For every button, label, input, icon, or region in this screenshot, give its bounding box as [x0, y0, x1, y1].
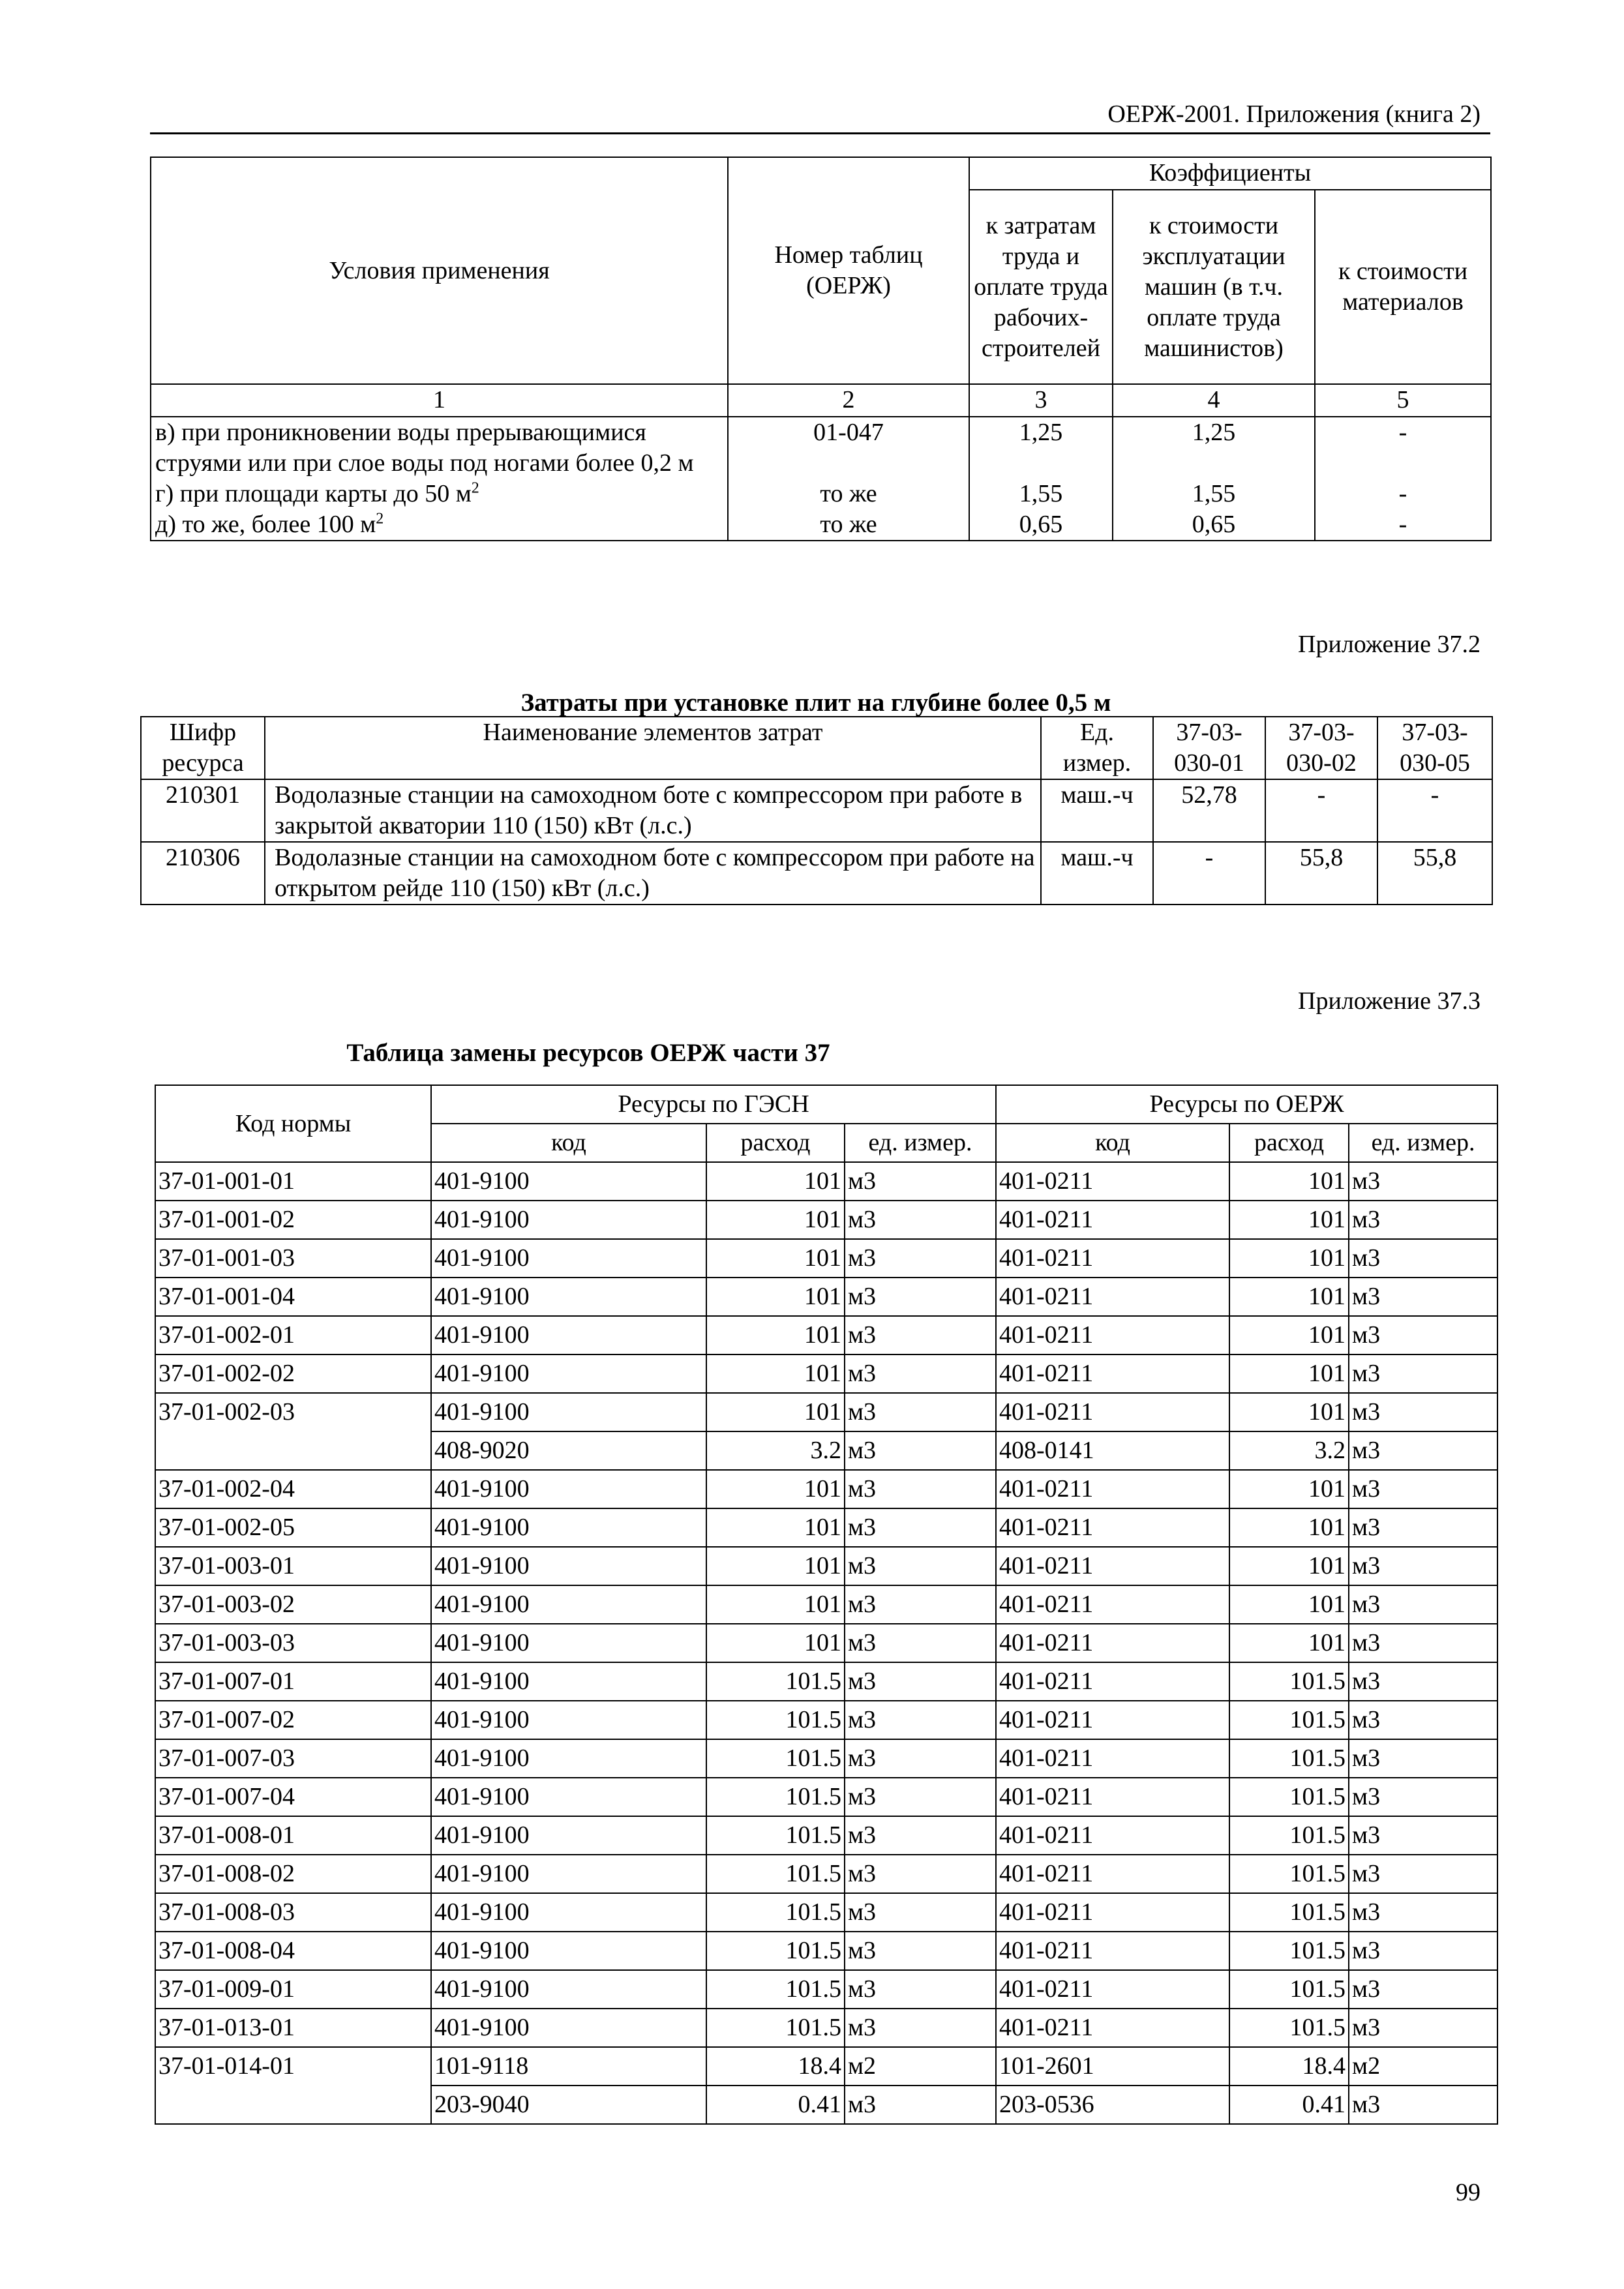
name-cell: Водолазные станции на самоходном боте с компрессором при работе на открытом рейде 110 (150) кВт (л.с.) [265, 842, 1041, 905]
oerzh-code-cell: 203-0536 [996, 2086, 1229, 2124]
oerzh-amount-cell: 101.5 [1229, 1970, 1349, 2009]
gesn-code-cell: 401-9100 [431, 1739, 706, 1778]
oerzh-code-cell: 101-2601 [996, 2047, 1229, 2086]
gesn-code-cell: 401-9100 [431, 1354, 706, 1393]
gesn-amount-cell: 101.5 [706, 1739, 845, 1778]
gesn-unit-cell: м2 [845, 2047, 996, 2086]
gesn-unit-cell: м3 [845, 1239, 996, 1278]
col-header-code: Шифр ресурса [141, 717, 265, 779]
col-header-gesn-amount: расход [706, 1124, 845, 1162]
column-number: 2 [728, 384, 969, 417]
condition-text: д) то же, более 100 м [155, 511, 376, 538]
oerzh-amount-cell: 101.5 [1229, 1855, 1349, 1893]
gesn-amount-cell: 101.5 [706, 1778, 845, 1816]
gesn-unit-cell: м3 [845, 1701, 996, 1739]
oerzh-code-cell: 401-0211 [996, 1855, 1229, 1893]
header-rule [150, 132, 1490, 134]
coefficients-table [150, 157, 1492, 541]
oerzh-code-cell: 401-0211 [996, 1316, 1229, 1354]
oerzh-amount-cell: 3.2 [1229, 1431, 1349, 1470]
gesn-amount-cell: 101.5 [706, 1662, 845, 1701]
value-cell: 52,78 [1153, 779, 1265, 842]
oerzh-amount-cell: 101 [1229, 1239, 1349, 1278]
gesn-code-cell: 401-9100 [431, 1662, 706, 1701]
condition-cell: в) при проникновении воды прерывающимися струями или при слое воды под ногами более 0,2 м [151, 417, 728, 479]
oerzh-unit-cell: м3 [1349, 1970, 1497, 2009]
oerzh-code-cell: 401-0211 [996, 1970, 1229, 2009]
value-cell: 55,8 [1265, 842, 1377, 905]
table-row [155, 1662, 1497, 1701]
table-row [155, 1701, 1497, 1739]
oerzh-code-cell: 401-0211 [996, 1239, 1229, 1278]
oerzh-unit-cell: м3 [1349, 1316, 1497, 1354]
norm-code-cell: 37-01-008-04 [155, 1932, 431, 1970]
gesn-amount-cell: 101.5 [706, 1893, 845, 1932]
gesn-unit-cell: м3 [845, 1893, 996, 1932]
value-cell: - [1377, 779, 1492, 842]
gesn-code-cell: 401-9100 [431, 1239, 706, 1278]
superscript: 2 [471, 479, 479, 497]
table-row [155, 1932, 1497, 1970]
norm-code-cell: 37-01-008-01 [155, 1816, 431, 1855]
norm-code-cell: 37-01-001-03 [155, 1239, 431, 1278]
gesn-amount-cell: 101 [706, 1585, 845, 1624]
norm-code-cell: 37-01-002-04 [155, 1470, 431, 1508]
col-header-table-no: Номер таблиц (ОЕРЖ) [728, 157, 969, 384]
gesn-amount-cell: 101.5 [706, 1816, 845, 1855]
table-row [155, 1508, 1497, 1547]
gesn-amount-cell: 101 [706, 1239, 845, 1278]
norm-code-cell: 37-01-014-01 [155, 2047, 431, 2124]
oerzh-unit-cell: м3 [1349, 1662, 1497, 1701]
gesn-amount-cell: 101 [706, 1624, 845, 1662]
oerzh-unit-cell: м3 [1349, 1778, 1497, 1816]
table-row [155, 1893, 1497, 1932]
oerzh-code-cell: 401-0211 [996, 1778, 1229, 1816]
oerzh-amount-cell: 101 [1229, 1547, 1349, 1585]
gesn-unit-cell: м3 [845, 1354, 996, 1393]
gesn-amount-cell: 101.5 [706, 1855, 845, 1893]
gesn-amount-cell: 101 [706, 1278, 845, 1316]
superscript: 2 [376, 510, 384, 528]
table-row [155, 1970, 1497, 2009]
norm-code-cell: 37-01-003-02 [155, 1585, 431, 1624]
table-row [155, 1470, 1497, 1508]
unit-cell: маш.-ч [1041, 842, 1153, 905]
gesn-unit-cell: м3 [845, 2086, 996, 2124]
oerzh-unit-cell: м3 [1349, 1816, 1497, 1855]
appendix-caption-37-3: Таблица замены ресурсов ОЕРЖ части 37 [346, 1039, 830, 1067]
gesn-code-cell: 401-9100 [431, 1816, 706, 1855]
column-number: 4 [1113, 384, 1315, 417]
gesn-amount-cell: 101 [706, 1354, 845, 1393]
gesn-amount-cell: 101 [706, 1508, 845, 1547]
table-no-cell: то же [728, 509, 969, 541]
materials-cell: - [1315, 417, 1491, 479]
gesn-code-cell: 401-9100 [431, 1508, 706, 1547]
table-row [155, 1393, 1497, 1431]
gesn-code-cell: 401-9100 [431, 1624, 706, 1662]
labor-cell: 1,25 [969, 417, 1113, 479]
gesn-code-cell: 401-9100 [431, 1547, 706, 1585]
table-row [155, 2047, 1497, 2086]
labor-cell: 1,55 [969, 479, 1113, 509]
gesn-unit-cell: м3 [845, 1431, 996, 1470]
col-header-norm-c: 37-03-030-05 [1377, 717, 1492, 779]
col-header-name: Наименование элементов затрат [265, 717, 1041, 779]
norm-code-cell: 37-01-002-03 [155, 1393, 431, 1470]
table-no-cell: 01-047 [728, 417, 969, 479]
norm-code-cell: 37-01-007-04 [155, 1778, 431, 1816]
norm-code-cell: 37-01-007-03 [155, 1739, 431, 1778]
table-row [155, 1816, 1497, 1855]
gesn-unit-cell: м3 [845, 1201, 996, 1239]
oerzh-unit-cell: м3 [1349, 1470, 1497, 1508]
oerzh-amount-cell: 101 [1229, 1278, 1349, 1316]
gesn-unit-cell: м3 [845, 1970, 996, 2009]
oerzh-unit-cell: м3 [1349, 1393, 1497, 1431]
gesn-unit-cell: м3 [845, 2009, 996, 2047]
gesn-amount-cell: 101 [706, 1547, 845, 1585]
gesn-unit-cell: м3 [845, 1855, 996, 1893]
oerzh-unit-cell: м3 [1349, 1739, 1497, 1778]
oerzh-code-cell: 401-0211 [996, 1739, 1229, 1778]
col-header-machines: к стоимости эксплуатации машин (в т.ч. оплате труда машинистов) [1113, 190, 1315, 384]
oerzh-unit-cell: м3 [1349, 1701, 1497, 1739]
gesn-amount-cell: 18.4 [706, 2047, 845, 2086]
gesn-unit-cell: м3 [845, 1585, 996, 1624]
oerzh-code-cell: 401-0211 [996, 1932, 1229, 1970]
oerzh-amount-cell: 101.5 [1229, 1893, 1349, 1932]
resource-replacement-table [155, 1085, 1498, 2125]
gesn-code-cell: 203-9040 [431, 2086, 706, 2124]
col-header-materials: к стоимости материалов [1315, 190, 1491, 384]
condition-cell [151, 479, 728, 509]
gesn-amount-cell: 101.5 [706, 1932, 845, 1970]
norm-code-cell: 37-01-002-02 [155, 1354, 431, 1393]
gesn-code-cell: 401-9100 [431, 1701, 706, 1739]
machines-cell: 0,65 [1113, 509, 1315, 541]
oerzh-code-cell: 401-0211 [996, 1201, 1229, 1239]
oerzh-unit-cell: м3 [1349, 1239, 1497, 1278]
oerzh-amount-cell: 101 [1229, 1624, 1349, 1662]
gesn-unit-cell: м3 [845, 1470, 996, 1508]
norm-code-cell: 37-01-003-01 [155, 1547, 431, 1585]
oerzh-code-cell: 401-0211 [996, 1893, 1229, 1932]
gesn-amount-cell: 0.41 [706, 2086, 845, 2124]
column-number: 1 [151, 384, 728, 417]
gesn-unit-cell: м3 [845, 1316, 996, 1354]
oerzh-amount-cell: 101.5 [1229, 1816, 1349, 1855]
oerzh-amount-cell: 101.5 [1229, 2009, 1349, 2047]
table-row [151, 479, 1491, 509]
oerzh-unit-cell: м3 [1349, 1624, 1497, 1662]
machines-cell: 1,25 [1113, 417, 1315, 479]
oerzh-code-cell: 401-0211 [996, 1624, 1229, 1662]
oerzh-amount-cell: 101.5 [1229, 1932, 1349, 1970]
col-header-oerzh-amount: расход [1229, 1124, 1349, 1162]
oerzh-amount-cell: 101 [1229, 1162, 1349, 1201]
table-row [155, 1316, 1497, 1354]
norm-code-cell: 37-01-001-01 [155, 1162, 431, 1201]
gesn-amount-cell: 101.5 [706, 1970, 845, 2009]
oerzh-amount-cell: 101 [1229, 1316, 1349, 1354]
gesn-code-cell: 401-9100 [431, 1393, 706, 1431]
condition-cell [151, 509, 728, 541]
norm-code-cell: 37-01-001-02 [155, 1201, 431, 1239]
norm-code-cell: 37-01-007-02 [155, 1701, 431, 1739]
page-number: 99 [1456, 2179, 1481, 2206]
materials-cell: - [1315, 509, 1491, 541]
gesn-amount-cell: 3.2 [706, 1431, 845, 1470]
oerzh-amount-cell: 101 [1229, 1354, 1349, 1393]
table-row [155, 1778, 1497, 1816]
gesn-amount-cell: 101 [706, 1316, 845, 1354]
gesn-code-cell: 401-9100 [431, 1201, 706, 1239]
gesn-amount-cell: 101 [706, 1201, 845, 1239]
norm-code-cell: 37-01-007-01 [155, 1662, 431, 1701]
oerzh-code-cell: 401-0211 [996, 1701, 1229, 1739]
table-row [155, 1354, 1497, 1393]
table-no-cell: то же [728, 479, 969, 509]
gesn-code-cell: 401-9100 [431, 1316, 706, 1354]
oerzh-amount-cell: 101.5 [1229, 1662, 1349, 1701]
col-header-gesn-code: код [431, 1124, 706, 1162]
gesn-unit-cell: м3 [845, 1278, 996, 1316]
gesn-code-cell: 101-9118 [431, 2047, 706, 2086]
norm-code-cell: 37-01-008-02 [155, 1855, 431, 1893]
oerzh-code-cell: 401-0211 [996, 1547, 1229, 1585]
oerzh-amount-cell: 101.5 [1229, 1778, 1349, 1816]
labor-cell: 0,65 [969, 509, 1113, 541]
col-header-coefficients: Коэффициенты [969, 157, 1491, 190]
oerzh-unit-cell: м3 [1349, 1431, 1497, 1470]
col-header-gesn-group: Ресурсы по ГЭСН [431, 1085, 996, 1124]
value-cell: 55,8 [1377, 842, 1492, 905]
oerzh-code-cell: 401-0211 [996, 1278, 1229, 1316]
col-header-norm-a: 37-03-030-01 [1153, 717, 1265, 779]
gesn-code-cell: 401-9100 [431, 1970, 706, 2009]
gesn-amount-cell: 101 [706, 1470, 845, 1508]
oerzh-unit-cell: м3 [1349, 1278, 1497, 1316]
gesn-unit-cell: м3 [845, 1508, 996, 1547]
oerzh-code-cell: 401-0211 [996, 1162, 1229, 1201]
table-row [155, 1739, 1497, 1778]
oerzh-amount-cell: 101 [1229, 1393, 1349, 1431]
value-cell: - [1153, 842, 1265, 905]
gesn-unit-cell: м3 [845, 1778, 996, 1816]
table-row [141, 779, 1492, 842]
code-cell: 210301 [141, 779, 265, 842]
oerzh-unit-cell: м3 [1349, 1547, 1497, 1585]
table-row [155, 1201, 1497, 1239]
gesn-code-cell: 401-9100 [431, 1893, 706, 1932]
column-number: 5 [1315, 384, 1491, 417]
col-header-unit: Ед. измер. [1041, 717, 1153, 779]
table-row [155, 1547, 1497, 1585]
column-numbers-row [151, 384, 1491, 417]
norm-code-cell: 37-01-013-01 [155, 2009, 431, 2047]
oerzh-code-cell: 401-0211 [996, 1585, 1229, 1624]
name-cell: Водолазные станции на самоходном боте с компрессором при работе в закрытой акватории 110 (150) кВт (л.с.) [265, 779, 1041, 842]
column-number: 3 [969, 384, 1113, 417]
table-row [155, 1162, 1497, 1201]
oerzh-code-cell: 401-0211 [996, 1508, 1229, 1547]
oerzh-code-cell: 408-0141 [996, 1431, 1229, 1470]
oerzh-code-cell: 401-0211 [996, 1354, 1229, 1393]
oerzh-unit-cell: м3 [1349, 1893, 1497, 1932]
col-header-oerzh-code: код [996, 1124, 1229, 1162]
oerzh-unit-cell: м3 [1349, 2086, 1497, 2124]
gesn-unit-cell: м3 [845, 1162, 996, 1201]
resource-table-body [155, 1162, 1497, 2124]
gesn-unit-cell: м3 [845, 1393, 996, 1431]
appendix-label-37-2: Приложение 37.2 [1298, 631, 1481, 658]
oerzh-unit-cell: м3 [1349, 1201, 1497, 1239]
gesn-code-cell: 401-9100 [431, 1470, 706, 1508]
col-header-conditions: Условия применения [151, 157, 728, 384]
oerzh-amount-cell: 101 [1229, 1201, 1349, 1239]
running-header: ОЕРЖ-2001. Приложения (книга 2) [1107, 100, 1481, 128]
table-row [155, 1585, 1497, 1624]
oerzh-code-cell: 401-0211 [996, 1816, 1229, 1855]
gesn-code-cell: 401-9100 [431, 1585, 706, 1624]
table-row [155, 2009, 1497, 2047]
oerzh-code-cell: 401-0211 [996, 2009, 1229, 2047]
condition-text: г) при площади карты до 50 м [155, 480, 472, 507]
value-cell: - [1265, 779, 1377, 842]
gesn-unit-cell: м3 [845, 1624, 996, 1662]
oerzh-amount-cell: 101 [1229, 1585, 1349, 1624]
materials-cell: - [1315, 479, 1491, 509]
gesn-amount-cell: 101.5 [706, 2009, 845, 2047]
oerzh-amount-cell: 101 [1229, 1508, 1349, 1547]
table-row [155, 1624, 1497, 1662]
col-header-gesn-unit: ед. измер. [845, 1124, 996, 1162]
table-row [155, 1239, 1497, 1278]
gesn-unit-cell: м3 [845, 1547, 996, 1585]
gesn-amount-cell: 101 [706, 1393, 845, 1431]
gesn-amount-cell: 101.5 [706, 1701, 845, 1739]
gesn-code-cell: 401-9100 [431, 1162, 706, 1201]
gesn-code-cell: 408-9020 [431, 1431, 706, 1470]
oerzh-amount-cell: 101.5 [1229, 1739, 1349, 1778]
table-row [151, 417, 1491, 479]
gesn-code-cell: 401-9100 [431, 2009, 706, 2047]
table-row [155, 1278, 1497, 1316]
code-cell: 210306 [141, 842, 265, 905]
col-header-norm-b: 37-03-030-02 [1265, 717, 1377, 779]
gesn-code-cell: 401-9100 [431, 1855, 706, 1893]
oerzh-amount-cell: 101.5 [1229, 1701, 1349, 1739]
oerzh-unit-cell: м3 [1349, 1855, 1497, 1893]
machines-cell: 1,55 [1113, 479, 1315, 509]
col-header-oerzh-unit: ед. измер. [1349, 1124, 1497, 1162]
table-row [141, 842, 1492, 905]
col-header-labor: к затратам труда и оплате труда рабочих-строителей [969, 190, 1113, 384]
gesn-unit-cell: м3 [845, 1739, 996, 1778]
oerzh-code-cell: 401-0211 [996, 1470, 1229, 1508]
norm-code-cell: 37-01-008-03 [155, 1893, 431, 1932]
oerzh-code-cell: 401-0211 [996, 1393, 1229, 1431]
oerzh-unit-cell: м3 [1349, 1932, 1497, 1970]
oerzh-amount-cell: 18.4 [1229, 2047, 1349, 2086]
oerzh-unit-cell: м3 [1349, 2009, 1497, 2047]
gesn-unit-cell: м3 [845, 1816, 996, 1855]
col-header-oerzh-group: Ресурсы по ОЕРЖ [996, 1085, 1497, 1124]
appendix-caption-37-2: Затраты при установке плит на глубине более 0,5 м [520, 689, 1111, 717]
oerzh-unit-cell: м3 [1349, 1162, 1497, 1201]
norm-code-cell: 37-01-001-04 [155, 1278, 431, 1316]
gesn-code-cell: 401-9100 [431, 1778, 706, 1816]
norm-code-cell: 37-01-003-03 [155, 1624, 431, 1662]
costs-table [140, 716, 1493, 905]
gesn-unit-cell: м3 [845, 1662, 996, 1701]
col-header-norm-code: Код нормы [155, 1085, 431, 1162]
table-row [155, 1855, 1497, 1893]
unit-cell: маш.-ч [1041, 779, 1153, 842]
oerzh-unit-cell: м3 [1349, 1354, 1497, 1393]
oerzh-unit-cell: м2 [1349, 2047, 1497, 2086]
oerzh-unit-cell: м3 [1349, 1508, 1497, 1547]
oerzh-unit-cell: м3 [1349, 1585, 1497, 1624]
appendix-label-37-3: Приложение 37.3 [1298, 987, 1481, 1015]
table-row [151, 509, 1491, 541]
oerzh-amount-cell: 0.41 [1229, 2086, 1349, 2124]
gesn-amount-cell: 101 [706, 1162, 845, 1201]
gesn-code-cell: 401-9100 [431, 1932, 706, 1970]
oerzh-code-cell: 401-0211 [996, 1662, 1229, 1701]
gesn-code-cell: 401-9100 [431, 1278, 706, 1316]
norm-code-cell: 37-01-002-05 [155, 1508, 431, 1547]
gesn-unit-cell: м3 [845, 1932, 996, 1970]
norm-code-cell: 37-01-002-01 [155, 1316, 431, 1354]
norm-code-cell: 37-01-009-01 [155, 1970, 431, 2009]
oerzh-amount-cell: 101 [1229, 1470, 1349, 1508]
